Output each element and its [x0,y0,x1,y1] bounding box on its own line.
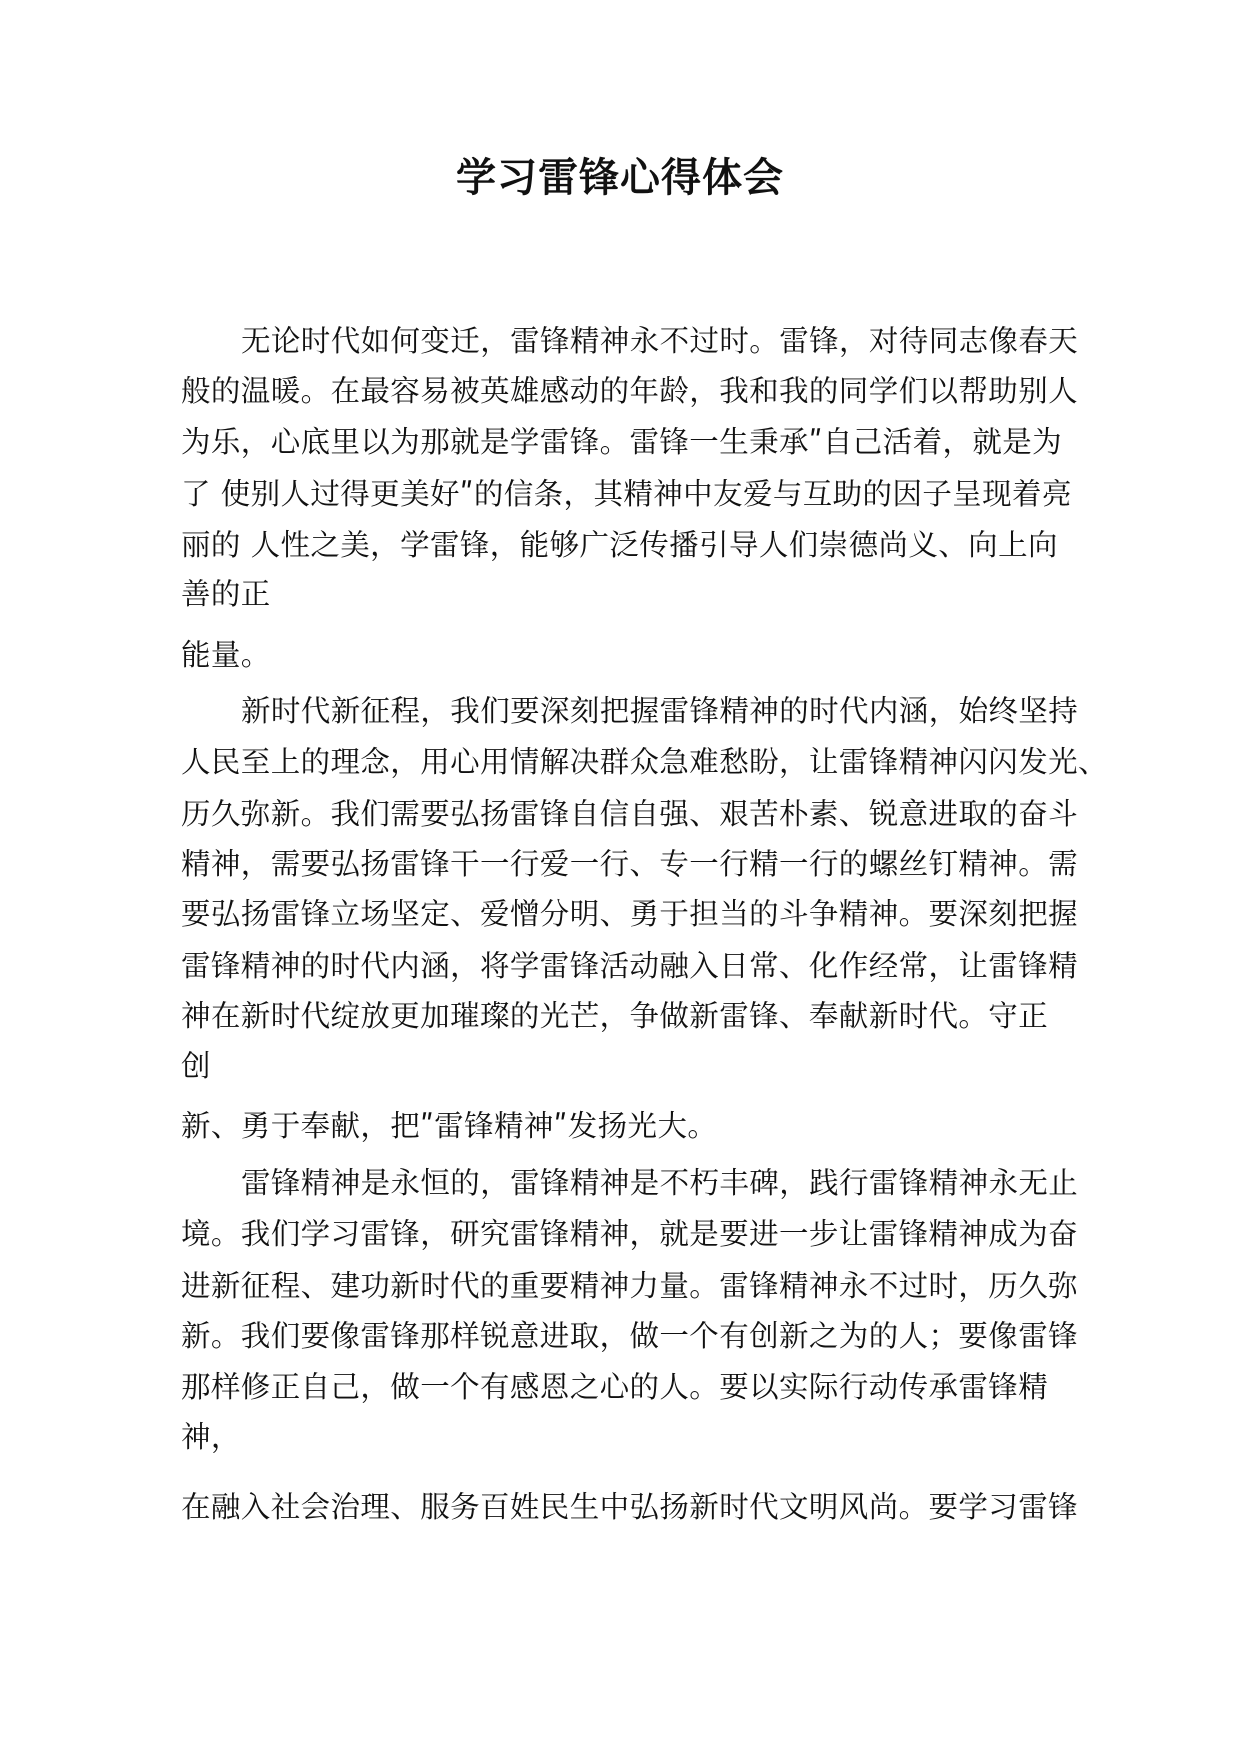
body-line: 丽的 人性之美，学雷锋，能够广泛传播引导人们崇德尚义、向上向 [181,528,1058,562]
body-line: 了 使别人过得更美好ʺ的信条，其精神中友爱与互助的因子呈现着亮 [181,477,1072,511]
body-line: 人民至上的理念，用心用情解决群众急难愁盼，让雷锋精神闪闪发光、 [181,745,1108,779]
body-line: 新。我们要像雷锋那样锐意进取，做一个有创新之为的人；要像雷锋 [181,1319,1079,1353]
body-line: 神， [181,1420,241,1454]
body-line: 新时代新征程，我们要深刻把握雷锋精神的时代内涵，始终坚持 [241,694,1079,728]
body-line: 在融入社会治理、服务百姓民生中弘扬新时代文明风尚。要学习雷锋 [181,1490,1079,1524]
body-line: 历久弥新。我们需要弘扬雷锋自信自强、艰苦朴素、锐意进取的奋斗 [181,797,1079,831]
body-line: 进新征程、建功新时代的重要精神力量。雷锋精神永不过时，历久弥 [181,1269,1079,1303]
body-line: 无论时代如何变迁，雷锋精神永不过时。雷锋，对待同志像春天 [241,324,1079,358]
body-line: 雷锋精神的时代内涵，将学雷锋活动融入日常、化作经常，让雷锋精 [181,949,1079,983]
body-line: 神在新时代绽放更加璀璨的光芒，争做新雷锋、奉献新时代。守正 [181,999,1049,1033]
body-line: 为乐，心底里以为那就是学雷锋。雷锋一生秉承ʺ自己活着，就是为 [181,425,1063,459]
body-line: 善的正 [181,577,271,611]
body-line: 要弘扬雷锋立场坚定、爱憎分明、勇于担当的斗争精神。要深刻把握 [181,897,1079,931]
document-title: 学习雷锋心得体会 [456,154,784,201]
body-line: 新、勇于奉献，把ʺ雷锋精神ʺ发扬光大。 [181,1109,718,1143]
body-line: 能量。 [181,638,271,672]
body-line: 那样修正自己，做一个有感恩之心的人。要以实际行动传承雷锋精 [181,1370,1049,1404]
body-line: 雷锋精神是永恒的，雷锋精神是不朽丰碑，践行雷锋精神永无止 [241,1166,1079,1200]
body-line: 般的温暖。在最容易被英雄感动的年龄，我和我的同学们以帮助别人 [181,374,1079,408]
body-line: 创 [181,1049,211,1083]
body-line: 境。我们学习雷锋，研究雷锋精神，就是要进一步让雷锋精神成为奋 [181,1217,1079,1251]
body-line: 精神，需要弘扬雷锋干一行爱一行、专一行精一行的螺丝钉精神。需 [181,847,1079,881]
